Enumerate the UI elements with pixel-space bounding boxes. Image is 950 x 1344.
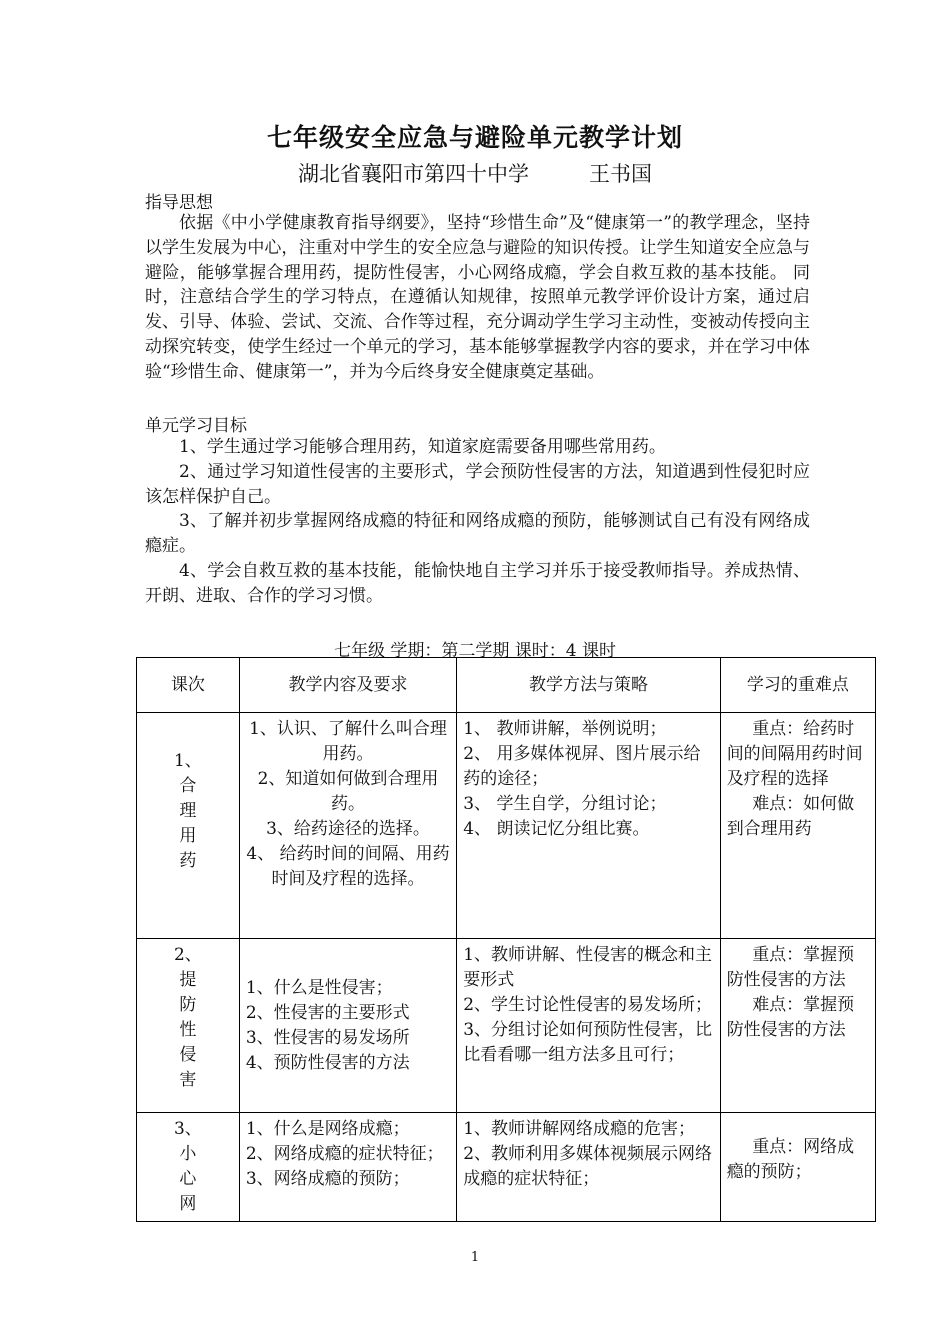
method-item: 2、学生讨论性侵害的易发场所； — [463, 995, 713, 1015]
content-item: 3、性侵害的易发场所 — [245, 1027, 410, 1048]
lesson-char: 小 — [179, 1144, 197, 1164]
content-item: 4、预防性侵害的方法 — [245, 1052, 410, 1073]
content-item: 3、网络成瘾的预防； — [245, 1169, 410, 1189]
table-header-row — [137, 658, 876, 713]
header-method: 教学方法与策略 — [457, 658, 720, 713]
lesson-char: 用 — [179, 826, 197, 846]
header-content: 教学内容及要求 — [239, 658, 456, 713]
keypoint-item: 难点：掌握预防性侵害的方法 — [726, 995, 855, 1040]
header-lesson: 课次 — [137, 658, 240, 713]
goal-item: 1、学生通过学习能够合理用药，知道家庭需要备用哪些常用药。 — [179, 437, 666, 457]
keypoint-item: 重点：掌握预防性侵害的方法 — [726, 945, 855, 990]
goal-item: 4、学会自救互救的基本技能，能愉快地自主学习并乐于接受教师指导。养成热情、开朗、进取、合作的学习习惯。 — [145, 560, 810, 606]
method-item: 4、 朗读记忆分组比赛。 — [463, 819, 650, 839]
content-item: 1、什么是性侵害； — [245, 977, 393, 998]
keypoints-cell — [720, 939, 875, 1113]
goal-item: 2、通过学习知道性侵害的主要形式，学会预防性侵害的方法，知道遇到性侵犯时应该怎样保护自己。 — [145, 461, 810, 507]
lesson-char: 理 — [179, 801, 197, 821]
keypoint-item: 难点：如何做到合理用药 — [726, 794, 855, 839]
content-cell — [239, 939, 456, 1113]
lesson-char: 药 — [179, 851, 197, 871]
lesson-char: 网 — [179, 1194, 197, 1214]
content-item: 1、什么是网络成瘾； — [245, 1119, 410, 1139]
content-item: 1、认识、了解什么叫合理用药。 — [249, 719, 447, 764]
content-cell — [239, 1113, 456, 1222]
content-item: 2、性侵害的主要形式 — [245, 1002, 410, 1023]
goal-item: 3、了解并初步掌握网络成瘾的特征和网络成瘾的预防，能够测试自己有没有网络成瘾症。 — [145, 511, 810, 557]
content-item: 4、 给药时间的间隔、用药时间及疗程的选择。 — [246, 844, 450, 889]
keypoint-item: 重点：给药时间的间隔用药时间及疗程的选择 — [726, 719, 863, 789]
guiding-paragraph: 依据《中小学健康教育指导纲要》，坚持“珍惜生命”及“健康第一”的教学理念，坚持以学生发展为中心，注重对中学生的安全应急与避险的知识传授。让学生知道安全应急与避险，能够掌握合理用药，提防性侵害，小心网络成瘾，学会自救互救的基本技能。 同时，注意结合学生的学习特点，在遵循认知规律，按照单元教学评价设计方案，通过启发、引导、体验、尝试、交流、合作等过程，充分调动学生学习主动性，变被动传授向主动探究转变，使学生经过一个单元的学习，基本能够掌握教学内容的要求，并在学习中体验“珍惜生命、健康第一”，并为今后终身安全健康奠定基础。 — [145, 213, 810, 382]
lesson-char: 防 — [179, 995, 197, 1015]
guiding-section — [145, 211, 810, 385]
lesson-char: 侵 — [179, 1045, 197, 1065]
page-number: 1 — [470, 1250, 480, 1265]
lesson-cell — [137, 1113, 240, 1222]
lesson-cell — [137, 713, 240, 939]
keypoints-cell — [720, 1113, 875, 1222]
lesson-char: 提 — [179, 970, 197, 990]
lesson-char: 心 — [179, 1169, 197, 1189]
lesson-char: 害 — [179, 1070, 197, 1090]
method-item: 3、分组讨论如何预防性侵害，比比看看哪一组方法多且可行； — [463, 1020, 713, 1065]
table-row — [137, 1113, 876, 1222]
header-keypoints: 学习的重难点 — [720, 658, 875, 713]
content-item: 3、给药途径的选择。 — [266, 819, 430, 839]
goals-list — [145, 435, 810, 609]
method-cell — [457, 939, 720, 1113]
lesson-char: 合 — [179, 776, 197, 796]
keypoints-cell — [720, 713, 875, 939]
lesson-char: 1、 — [173, 751, 202, 771]
school-name: 湖北省襄阳市第四十中学 — [298, 162, 529, 186]
method-item: 1、 教师讲解，举例说明； — [463, 719, 667, 739]
document-title: 七年级安全应急与避险单元教学计划 — [266, 123, 683, 152]
lesson-plan-table — [136, 657, 876, 1222]
method-item: 1、教师讲解、性侵害的概念和主要形式 — [463, 945, 713, 990]
method-cell — [457, 1113, 720, 1222]
lesson-char: 3、 — [173, 1119, 202, 1139]
goals-heading: 单元学习目标 — [145, 416, 247, 436]
keypoint-item: 重点：网络成瘾的预防； — [726, 1137, 855, 1182]
lesson-char: 2、 — [173, 945, 202, 965]
method-item: 2、教师利用多媒体视频展示网络成瘾的症状特征； — [463, 1144, 713, 1189]
method-item: 3、 学生自学，分组讨论； — [463, 794, 667, 814]
lesson-cell — [137, 939, 240, 1113]
method-cell — [457, 713, 720, 939]
lesson-char: 性 — [179, 1020, 197, 1040]
table-caption: 七年级 学期：第二学期 课时：4 课时 — [333, 641, 617, 661]
author-line — [0, 158, 950, 188]
table-row — [137, 939, 876, 1113]
content-cell — [239, 713, 456, 939]
method-item: 1、教师讲解网络成瘾的危害； — [463, 1119, 696, 1139]
guiding-heading: 指导思想 — [145, 193, 213, 213]
content-item: 2、知道如何做到合理用药。 — [257, 769, 439, 814]
author-name: 王书国 — [589, 162, 652, 186]
table-row — [137, 713, 876, 939]
content-item: 2、网络成瘾的症状特征； — [245, 1144, 444, 1164]
method-item: 2、 用多媒体视屏、图片展示给药的途径； — [463, 744, 701, 789]
